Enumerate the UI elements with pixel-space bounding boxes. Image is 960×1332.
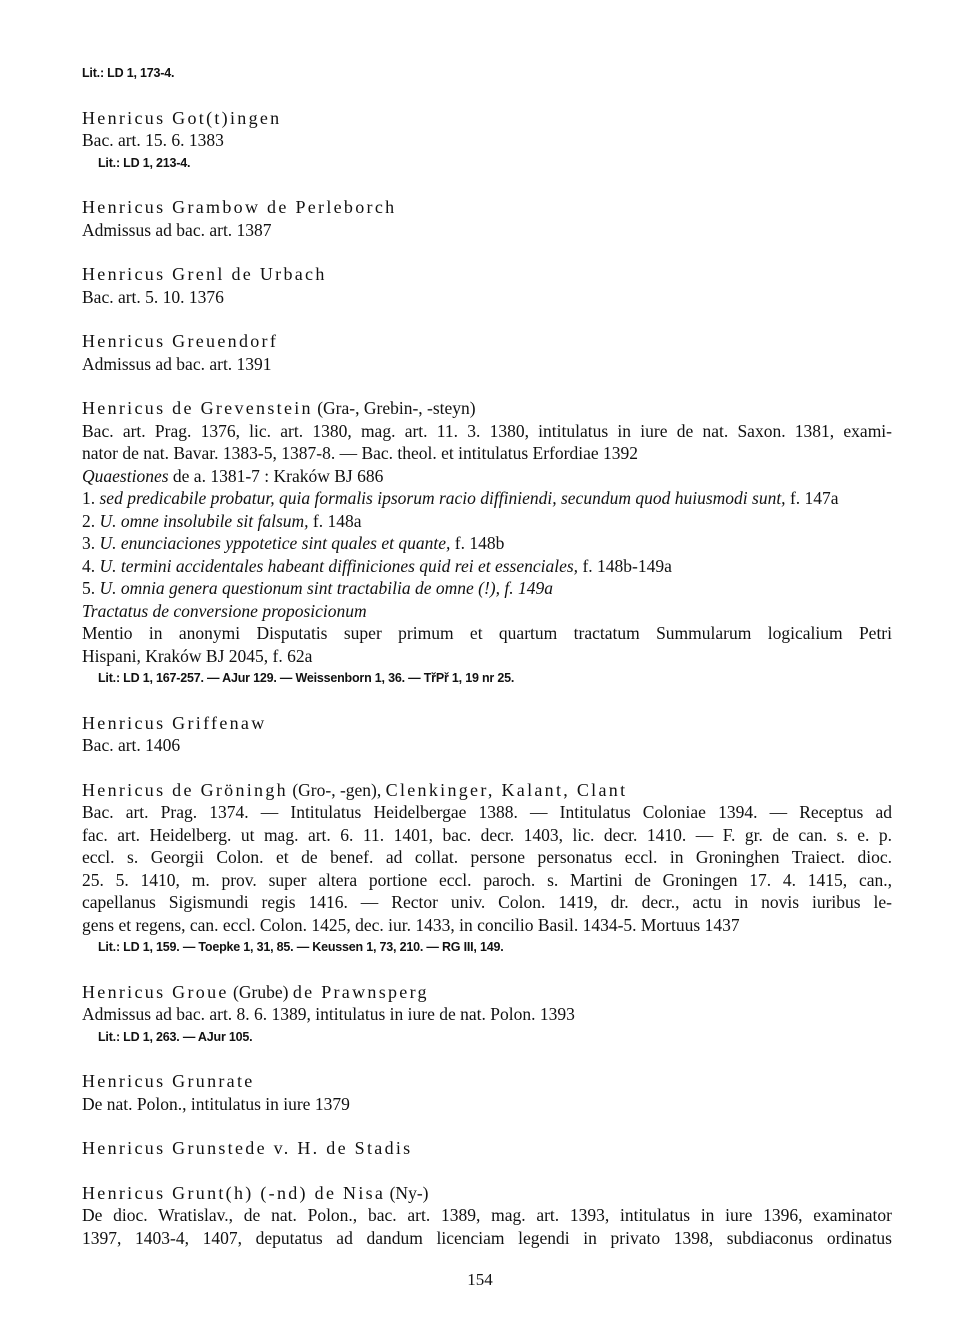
entry-text: Admissus ad bac. art. 1391	[82, 353, 272, 374]
work-title: sed predicabile probatur, quia formalis ipsorum racio diffiniendi, secundum quod huiusmodi sunt,	[99, 488, 786, 508]
work-item	[82, 510, 892, 533]
folio-ref: f. 148b-149a	[582, 555, 672, 576]
entry-text: fac. art. Heidelberg. ut mag. art. 6. 11. 1401, bac. decr. 1403, lic. decr. 1410. — F. gr. de can. s. e. p.	[82, 824, 892, 845]
work-number: 2.	[82, 510, 96, 531]
entry-text: 25. 5. 1410, m. prov. super altera portione eccl. paroch. s. Martini de Groningen 17. 4. 1415, can.,	[82, 869, 892, 890]
entry-name: Henricus Groue	[82, 981, 229, 1002]
work-item	[82, 555, 892, 578]
entry-name: Henricus Griffenaw	[82, 712, 267, 733]
entry-henricus-groningh	[82, 779, 892, 959]
work-item	[82, 577, 892, 600]
work-item	[82, 532, 892, 555]
entry-text: Mentio in anonymi Disputatis super primum et quartum tractatum Summularum logicalium Petri	[82, 623, 892, 643]
entry-henricus-grevenstein	[82, 397, 892, 690]
folio-ref: f. 147a	[789, 488, 839, 508]
entry-henricus-grambow	[82, 196, 892, 241]
work-title: Tractatus de conversione proposicionum	[82, 600, 367, 621]
entry-henricus-grunstede	[82, 1137, 892, 1160]
entry-henricus-griffenaw	[82, 712, 892, 757]
entry-text: Bac. art. Prag. 1376, lic. art. 1380, mag. art. 11. 3. 1380, intitulatus in iure de nat. Saxon. 1381, exami-	[82, 420, 892, 441]
entry-name: Henricus Got(t)ingen	[82, 107, 282, 128]
entry-name: Henricus de Grevenstein	[82, 398, 313, 418]
work-number: 4.	[82, 555, 96, 576]
entry-name: Henricus Grunt(h) (-nd) de Nisa	[82, 1182, 386, 1203]
entry-text: Hispani, Kraków BJ 2045, f. 62a	[82, 645, 313, 666]
entry-text: eccl. s. Georgii Colon. et de benef. ad collat. persone personatus eccl. in Groninghen Traiect. dioc.	[82, 847, 892, 867]
lit-reference: Lit.: LD 1, 263. — AJur 105.	[98, 1029, 253, 1044]
entry-text: 1397, 1403-4, 1407, deputatus ad dandum licenciam legendi in privato 1398, subdiaconus ordinatus	[82, 1227, 892, 1248]
lit-reference: Lit.: LD 1, 213-4.	[98, 155, 191, 170]
work-number: 3.	[82, 533, 96, 553]
entry-text: Bac. art. Prag. 1374. — Intitulatus Heidelbergae 1388. — Intitulatus Coloniae 1394. — Receptus ad	[82, 802, 892, 822]
name-variants: (Ny-)	[389, 1182, 429, 1203]
work-title: U. omnia genera questionum sint tractabilia de omne (!), f. 149a	[99, 578, 553, 598]
entry-name: Henricus Grambow de Perleborch	[82, 197, 397, 217]
entry-name-alt: Clenkinger, Kalant, Clant	[385, 779, 628, 800]
entry-name: Henricus Grunstede v. H. de Stadis	[82, 1138, 413, 1158]
folio-ref: f. 148a	[312, 510, 362, 531]
entry-text: Admissus ad bac. art. 8. 6. 1389, intitulatus in iure de nat. Polon. 1393	[82, 1004, 575, 1024]
entry-text: nator de nat. Bavar. 1383-5, 1387-8. — Bac. theol. et intitulatus Erfordiae 1392	[82, 443, 638, 463]
work-number: 1.	[82, 488, 96, 508]
entry-name: Henricus Grenl de Urbach	[82, 264, 327, 284]
entry-text: De nat. Polon., intitulatus in iure 1379	[82, 1093, 350, 1114]
entry-henricus-grenl	[82, 263, 892, 308]
name-variants: (Gra-, Grebin-, -steyn)	[317, 398, 476, 418]
name-variants: (Gro-, -gen),	[292, 779, 382, 800]
entry-henricus-grunrate	[82, 1070, 892, 1115]
entry-name-alt: de Prawnsperg	[292, 981, 429, 1002]
entry-name: Henricus Greuendorf	[82, 331, 279, 351]
entry-text: De dioc. Wratislav., de nat. Polon., bac. art. 1389, mag. art. 1393, intitulatus in iure 1396, examinator	[82, 1205, 892, 1225]
work-item	[82, 487, 892, 510]
folio-ref: f. 148b	[454, 533, 505, 553]
entry-text: Bac. art. 5. 10. 1376	[82, 286, 224, 307]
entry-text: gens et regens, can. eccl. Colon. 1425, dec. iur. 1433, in concilio Basil. 1434-5. Mortuus 1437	[82, 914, 740, 935]
entry-henricus-groue	[82, 981, 892, 1049]
entry-henricus-gottingen	[82, 107, 892, 175]
entry-text: Bac. art. 15. 6. 1383	[82, 130, 224, 150]
work-title: U. termini accidentales habeant diffiniciones quid rei et essenciales,	[99, 555, 579, 576]
entry-henricus-greuendorf	[82, 330, 892, 375]
entry-text: Admissus ad bac. art. 1387	[82, 219, 272, 240]
page-content	[82, 62, 892, 1249]
entry-text: capellanus Sigismundi regis 1416. — Rector univ. Colon. 1419, dr. decr., actu in novis iuribus le-	[82, 892, 892, 912]
entry-text: de a. 1381-7 : Kraków BJ 686	[172, 465, 384, 486]
lit-reference: Lit.: LD 1, 173-4.	[82, 66, 175, 80]
name-variants: (Grube)	[233, 981, 289, 1002]
lit-reference: Lit.: LD 1, 167-257. — AJur 129. — Weissenborn 1, 36. — TřPř 1, 19 nr 25.	[98, 671, 515, 685]
entry-text: Bac. art. 1406	[82, 735, 181, 755]
entry-name: Henricus Grunrate	[82, 1071, 255, 1091]
work-title: Quaestiones	[82, 465, 169, 486]
entry-name: Henricus de Gröningh	[82, 779, 288, 800]
entry-henricus-grunth	[82, 1182, 892, 1250]
work-title: U. omne insolubile sit falsum,	[99, 510, 309, 531]
lit-reference: Lit.: LD 1, 159. — Toepke 1, 31, 85. — Keussen 1, 73, 210. — RG III, 149.	[98, 940, 504, 954]
page-number: 154	[467, 1270, 493, 1289]
work-number: 5.	[82, 578, 96, 598]
work-title: U. enunciaciones yppotetice sint quales et quante,	[99, 533, 451, 553]
